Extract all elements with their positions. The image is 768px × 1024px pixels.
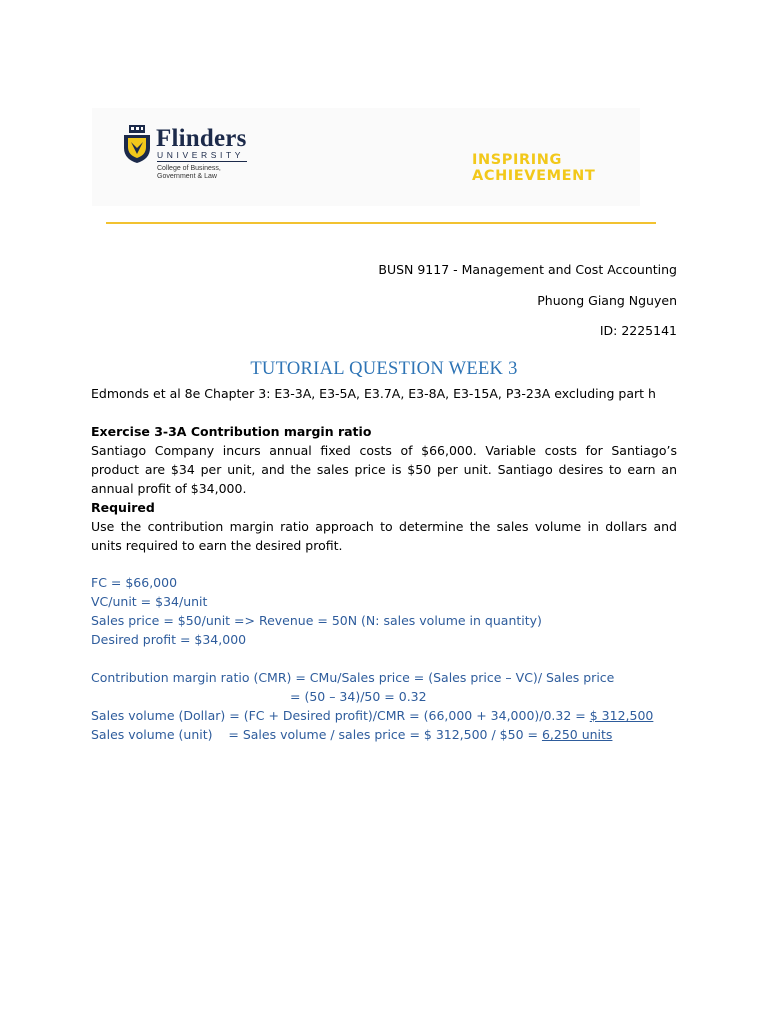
tagline xyxy=(472,152,595,184)
header-divider xyxy=(106,222,656,224)
chapter-line: Edmonds et al 8e Chapter 3: E3-3A, E3-5A, E3.7A, E3-8A, E3-15A, P3-23A excluding part h xyxy=(91,386,656,401)
required-label: Required xyxy=(91,500,155,515)
answer-sales-volume-dollar xyxy=(91,706,653,725)
student-name: Phuong Giang Nguyen xyxy=(537,293,677,308)
logo-subtitle: UNIVERSITY xyxy=(157,150,245,160)
exercise-description: Santiago Company incurs annual fixed costs of $66,000. Variable costs for Santiago’s product are $34 per unit, and the sales price is $50 per unit. Santiago desires to earn an annual profit of $34,000. xyxy=(91,443,677,496)
answer-fc: FC = $66,000 xyxy=(91,575,178,590)
logo-college-line2: Government & Law xyxy=(157,173,217,181)
logo-name: Flinders xyxy=(156,125,247,152)
header-banner xyxy=(92,108,640,206)
tagline-line2: ACHIEVEMENT xyxy=(472,168,596,184)
page-title: TUTORIAL QUESTION WEEK 3 xyxy=(250,359,518,379)
student-id: ID: 2225141 xyxy=(599,323,677,338)
answer-sales-volume-unit xyxy=(91,725,612,744)
logo-divider xyxy=(157,161,247,162)
answer-cmr-line2: = (50 – 34)/50 = 0.32 xyxy=(290,689,427,704)
answer-desired-profit: Desired profit = $34,000 xyxy=(91,632,247,647)
sales-volume-unit-result: 6,250 units xyxy=(541,727,613,742)
exercise-heading: Exercise 3-3A Contribution margin ratio xyxy=(91,424,372,439)
sales-volume-unit-formula: Sales volume (unit) = Sales volume / sales price = $ 312,500 / $50 = xyxy=(91,727,542,742)
sales-volume-dollar-formula: Sales volume (Dollar) = (FC + Desired profit)/CMR = (66,000 + 34,000)/0.32 = xyxy=(91,708,590,723)
logo-college-line1: College of Business, xyxy=(157,165,221,172)
required-text: Use the contribution margin ratio approach to determine the sales volume in dollars and units required to earn the desired profit. xyxy=(91,519,677,553)
answer-sales-price: Sales price = $50/unit => Revenue = 50N (N: sales volume in quantity) xyxy=(91,613,542,628)
university-crest-icon xyxy=(122,124,152,164)
tagline-line1: INSPIRING xyxy=(472,152,562,168)
answer-vc: VC/unit = $34/unit xyxy=(91,594,208,609)
answer-cmr-line1: Contribution margin ratio (CMR) = CMu/Sales price = (Sales price – VC)/ Sales price xyxy=(91,670,615,685)
course-name: BUSN 9117 - Management and Cost Accounting xyxy=(378,262,677,277)
logo-college xyxy=(157,165,267,182)
sales-volume-dollar-result: $ 312,500 xyxy=(589,708,654,723)
university-logo xyxy=(122,124,272,194)
